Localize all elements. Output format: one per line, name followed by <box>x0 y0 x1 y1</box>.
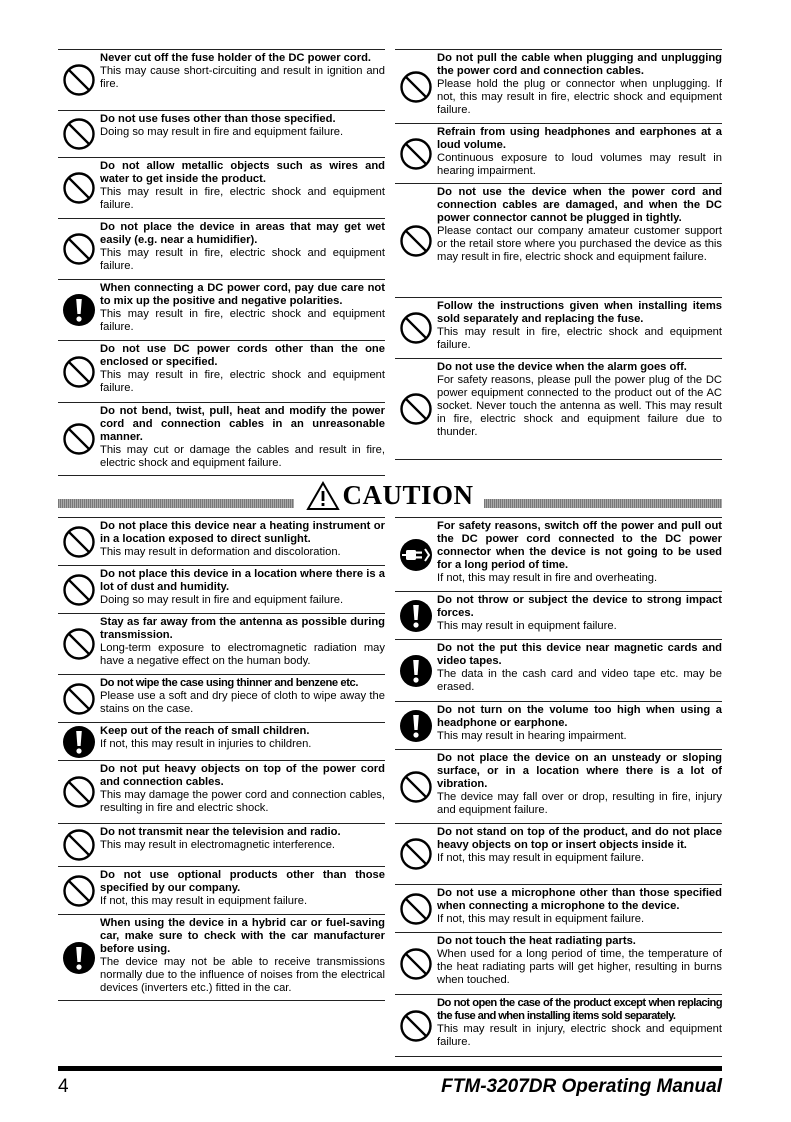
entry-body: This may result in fire, electric shock and equipment failure. <box>100 185 385 211</box>
prohibited-icon <box>395 824 437 884</box>
entry-heading: Do not use fuses other than those specified. <box>100 113 336 125</box>
entry-body: This may result in fire, electric shock and equipment failure. <box>100 307 385 333</box>
warning-right-column <box>395 49 722 460</box>
entry-heading: Do not place this device in a location where there is a lot of dust and humidity. <box>100 568 385 593</box>
entry-heading: Stay as far away from the antenna as possible during transmission. <box>100 616 385 641</box>
warning-entry <box>395 297 722 358</box>
warning-entry <box>58 49 385 110</box>
entry-body: This may cut or damage the cables and result in fire, electric shock and equipment failure. <box>100 443 385 469</box>
caution-entry <box>58 565 385 613</box>
warning-entry <box>58 218 385 279</box>
mandatory-icon <box>395 592 437 639</box>
warning-entry <box>395 358 722 460</box>
prohibited-icon <box>395 50 437 123</box>
caution-entry <box>58 914 385 1001</box>
prohibited-icon <box>58 614 100 674</box>
entry-body: This may result in injury, electric shock and equipment failure. <box>437 1022 722 1048</box>
entry-body: This may result in hearing impairment. <box>437 729 627 742</box>
entry-heading: Do not bend, twist, pull, heat and modify the power cord and connection cables in an unreasonable manner. <box>100 405 385 443</box>
mandatory-icon <box>395 640 437 701</box>
entry-heading: Do not throw or subject the device to strong impact forces. <box>437 594 722 619</box>
entry-heading: When connecting a DC power cord, pay due care not to mix up the positive and negative polarities. <box>100 282 385 307</box>
unplug-icon <box>395 518 437 591</box>
entry-body: Please use a soft and dry piece of cloth to wipe away the stains on the case. <box>100 689 385 715</box>
caution-label: CAUTION <box>342 480 474 510</box>
entry-body: This may damage the power cord and connection cables, resulting in fire and electric shock. <box>100 788 385 814</box>
prohibited-icon <box>395 124 437 183</box>
entry-heading: For safety reasons, switch off the power and pull out the DC power cord connected to the DC power connector when the device is not going to be used for a long period of time. <box>437 520 722 571</box>
warning-entry <box>395 49 722 123</box>
mandatory-icon <box>58 723 100 760</box>
prohibited-icon <box>58 111 100 157</box>
warning-entry <box>58 402 385 476</box>
caution-entry <box>395 639 722 701</box>
prohibited-icon <box>58 518 100 565</box>
entry-body: This may result in fire, electric shock and equipment failure. <box>437 325 722 351</box>
entry-heading: Refrain from using headphones and earphones at a loud volume. <box>437 126 722 151</box>
entry-body: This may result in fire, electric shock and equipment failure. <box>100 368 385 394</box>
entry-heading: When using the device in a hybrid car or fuel-saving car, make sure to check with the car manufacturer before using. <box>100 917 385 955</box>
prohibited-icon <box>58 761 100 823</box>
caution-entry <box>58 674 385 722</box>
entry-heading: Do not place this device near a heating instrument or in a location exposed to direct sunlight. <box>100 520 385 545</box>
entry-body: The device may fall over or drop, resulting in fire, injury and equipment failure. <box>437 790 722 816</box>
entry-heading: Do not stand on top of the product, and do not place heavy objects on top or insert objects inside it. <box>437 826 722 851</box>
entry-body: For safety reasons, please pull the power plug of the DC power equipment connected to the product out of the AC socket. Never touch the antenna as well. This may result in fire, electric shock and equipment failure due to thunder. <box>437 373 722 438</box>
prohibited-icon <box>395 184 437 297</box>
prohibited-icon <box>395 995 437 1056</box>
warning-left-column <box>58 49 385 476</box>
prohibited-icon <box>395 885 437 932</box>
prohibited-icon <box>395 933 437 994</box>
entry-body: If not, this may result in equipment failure. <box>437 851 645 864</box>
caution-entry <box>58 866 385 914</box>
prohibited-icon <box>395 298 437 358</box>
entry-heading: Do not open the case of the product except when replacing the fuse and when installing items sold separately. <box>437 997 722 1022</box>
entry-body: Please hold the plug or connector when unplugging. If not, this may result in fire, electric shock and equipment failure. <box>437 77 722 116</box>
entry-heading: Do not put heavy objects on top of the power cord and connection cables. <box>100 763 385 788</box>
entry-heading: Do not wipe the case using thinner and benzene etc. <box>100 677 359 689</box>
warning-entry <box>58 110 385 157</box>
entry-body: This may result in deformation and discoloration. <box>100 545 341 558</box>
caution-entry <box>395 591 722 639</box>
warning-entry <box>58 279 385 340</box>
caution-entry <box>58 613 385 674</box>
entry-body: This may cause short-circuiting and result in ignition and fire. <box>100 64 385 90</box>
prohibited-icon <box>58 867 100 914</box>
caution-entry <box>58 722 385 760</box>
entry-body: If not, this may result in injuries to children. <box>100 737 312 750</box>
entry-heading: Do not use optional products other than those specified by our company. <box>100 869 385 894</box>
warning-triangle-icon <box>306 481 340 511</box>
entry-body: Long-term exposure to electromagnetic radiation may have a negative effect on the human body. <box>100 641 385 667</box>
warning-entry <box>395 183 722 297</box>
prohibited-icon <box>395 359 437 459</box>
entry-heading: Do not use the device when the power cord and connection cables are damaged, and when the DC power connector cannot be plugged in tightly. <box>437 186 722 224</box>
prohibited-icon <box>58 824 100 866</box>
caution-heading <box>58 480 722 511</box>
entry-heading: Keep out of the reach of small children. <box>100 725 310 737</box>
entry-body: Doing so may result in fire and equipment failure. <box>100 125 344 138</box>
caution-entry <box>395 823 722 884</box>
caution-entry <box>395 749 722 823</box>
entry-heading: Do not place the device in areas that may get wet easily (e.g. near a humidifier). <box>100 221 385 246</box>
mandatory-icon <box>395 702 437 749</box>
caution-right-column <box>395 517 722 1057</box>
entry-body: The data in the cash card and video tape etc. may be erased. <box>437 667 722 693</box>
entry-body: This may result in equipment failure. <box>437 619 617 632</box>
mandatory-icon <box>58 280 100 340</box>
entry-heading: Do not use DC power cords other than the one enclosed or specified. <box>100 343 385 368</box>
prohibited-icon <box>58 50 100 110</box>
caution-entry <box>395 994 722 1057</box>
entry-heading: Do not place the device on an unsteady or sloping surface, or in a location where there is a lot of vibration. <box>437 752 722 790</box>
entry-body: If not, this may result in equipment failure. <box>100 894 308 907</box>
entry-body: This may result in electromagnetic interference. <box>100 838 336 851</box>
entry-heading: Do not transmit near the television and radio. <box>100 826 341 838</box>
entry-heading: Do not pull the cable when plugging and unplugging the power cord and connection cables. <box>437 52 722 77</box>
caution-entry <box>395 932 722 994</box>
warning-entry <box>58 340 385 402</box>
footer-rule <box>58 1066 722 1071</box>
caution-entry <box>58 760 385 823</box>
caution-banner <box>58 478 722 522</box>
prohibited-icon <box>395 750 437 823</box>
entry-heading: Do not use a microphone other than those specified when connecting a microphone to the device. <box>437 887 722 912</box>
entry-body: Doing so may result in fire and equipment failure. <box>100 593 344 606</box>
entry-body: When used for a long period of time, the temperature of the heat radiating parts will get higher, resulting in burns when touched. <box>437 947 722 986</box>
mandatory-icon <box>58 915 100 1000</box>
entry-heading: Do not touch the heat radiating parts. <box>437 935 636 947</box>
entry-heading: Do not use the device when the alarm goes off. <box>437 361 687 373</box>
prohibited-icon <box>58 675 100 722</box>
prohibited-icon <box>58 566 100 613</box>
entry-body: If not, this may result in equipment failure. <box>437 912 645 925</box>
caution-left-column <box>58 517 385 1001</box>
entry-heading: Do not allow metallic objects such as wires and water to get inside the product. <box>100 160 385 185</box>
prohibited-icon <box>58 403 100 475</box>
prohibited-icon <box>58 341 100 402</box>
entry-body: Please contact our company amateur customer support or the retail store where you purchased the device as this may result in fire, electric shock and equipment failure. <box>437 224 722 263</box>
caution-entry <box>58 517 385 565</box>
entry-heading: Do not turn on the volume too high when using a headphone or earphone. <box>437 704 722 729</box>
entry-body: The device may not be able to receive transmissions normally due to the influence of noises from the electrical devices (inverters etc.) fitted in the car. <box>100 955 385 994</box>
prohibited-icon <box>58 158 100 218</box>
caution-entry <box>395 884 722 932</box>
entry-heading: Never cut off the fuse holder of the DC power cord. <box>100 52 372 64</box>
caution-entry <box>395 701 722 749</box>
warning-entry <box>58 157 385 218</box>
entry-body: This may result in fire, electric shock and equipment failure. <box>100 246 385 272</box>
entry-heading: Follow the instructions given when installing items sold separately and replacing the fuse. <box>437 300 722 325</box>
page-number: 4 <box>58 1076 69 1097</box>
entry-body: If not, this may result in fire and overheating. <box>437 571 658 584</box>
warning-entry <box>395 123 722 183</box>
caution-entry <box>58 823 385 866</box>
caution-entry <box>395 517 722 591</box>
prohibited-icon <box>58 219 100 279</box>
entry-body: Continuous exposure to loud volumes may result in hearing impairment. <box>437 151 722 177</box>
manual-title: FTM-3207DR Operating Manual <box>441 1076 722 1097</box>
entry-heading: Do not the put this device near magnetic cards and video tapes. <box>437 642 722 667</box>
